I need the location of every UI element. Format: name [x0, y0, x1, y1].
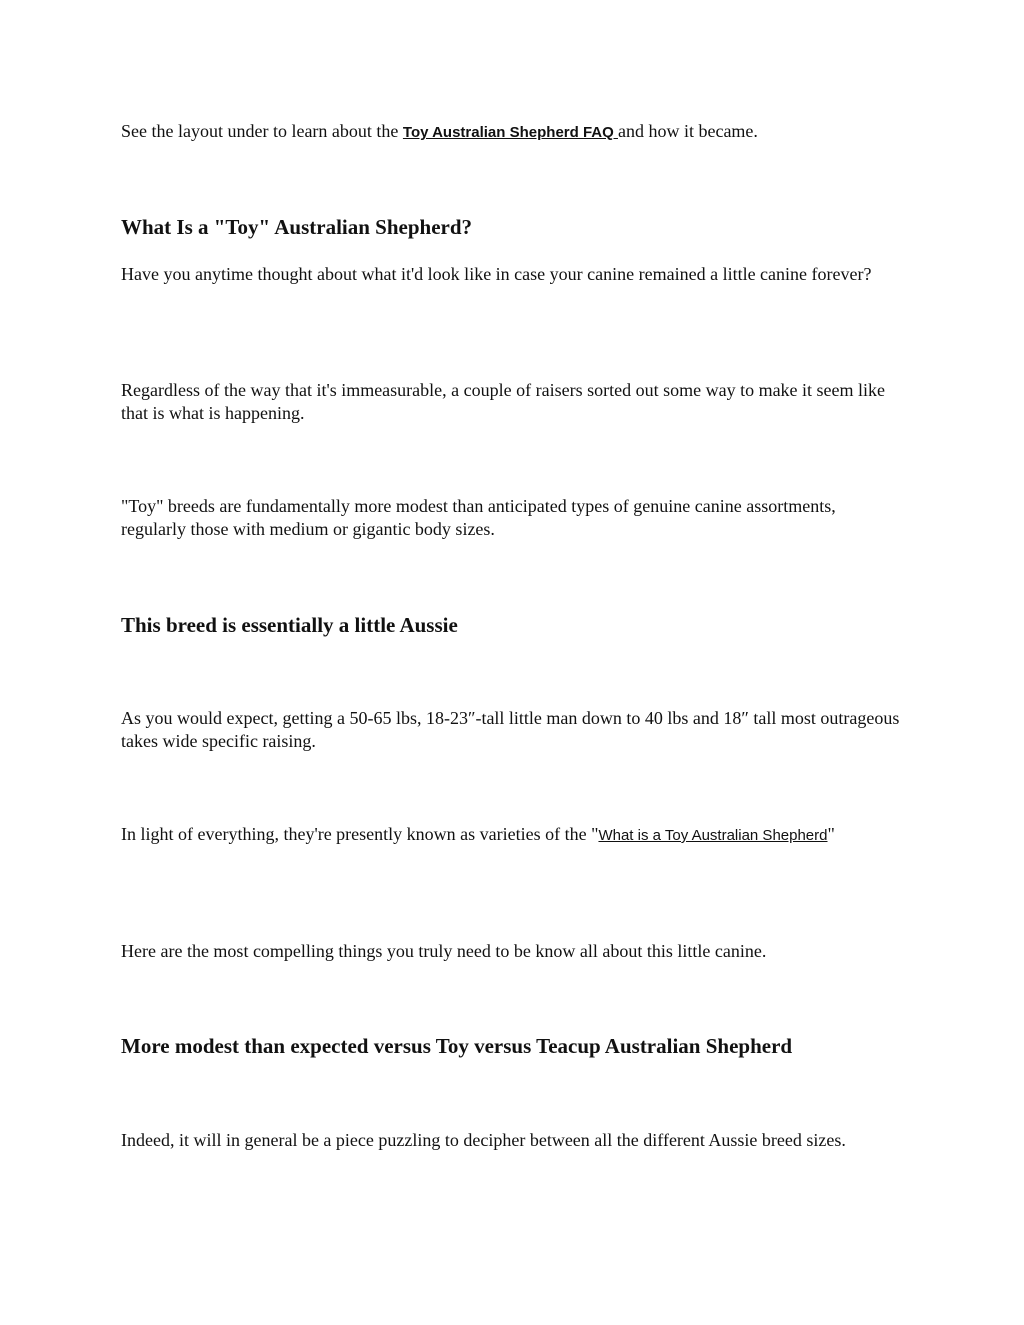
toy-australian-shepherd-faq-link[interactable]: Toy Australian Shepherd FAQ: [402, 124, 618, 141]
varieties-text-after: ": [827, 824, 835, 844]
paragraph-immeasurable: Regardless of the way that it's immeasurable, a couple of raisers sorted out some way to make it seem like that is what is happening.: [121, 380, 886, 423]
paragraph-selective-raising: As you would expect, getting a 50-65 lbs, 18-23″-tall little man down to 40 lbs and 18″ tall most outrageous takes wide specific raising.: [121, 708, 900, 751]
paragraph-compelling-things: Here are the most compelling things you truly need to be know all about this little canine.: [121, 941, 767, 961]
heading-little-aussie: This breed is essentially a little Aussie: [121, 613, 458, 637]
heading-sizes-comparison: More modest than expected versus Toy versus Teacup Australian Shepherd: [121, 1034, 793, 1058]
heading-what-is-toy: What Is a "Toy" Australian Shepherd?: [121, 215, 473, 239]
intro-paragraph: [121, 120, 901, 144]
what-is-toy-australian-shepherd-link[interactable]: What is a Toy Australian Shepherd: [598, 827, 828, 844]
intro-text-before: See the layout under to learn about the: [121, 121, 403, 141]
paragraph-toy-breeds: "Toy" breeds are fundamentally more modest than anticipated types of genuine canine assortments, regularly those with medium or gigantic body sizes.: [121, 496, 836, 539]
paragraph-breed-sizes: Indeed, it will in general be a piece puzzling to decipher between all the different Aussie breed sizes.: [121, 1130, 846, 1150]
paragraph-varieties: [121, 823, 901, 847]
intro-text-after: and how it became.: [617, 121, 758, 141]
paragraph-forever: Have you anytime thought about what it'd look like in case your canine remained a little canine forever?: [121, 264, 872, 284]
varieties-text-before: In light of everything, they're presently known as varieties of the ": [121, 824, 599, 844]
